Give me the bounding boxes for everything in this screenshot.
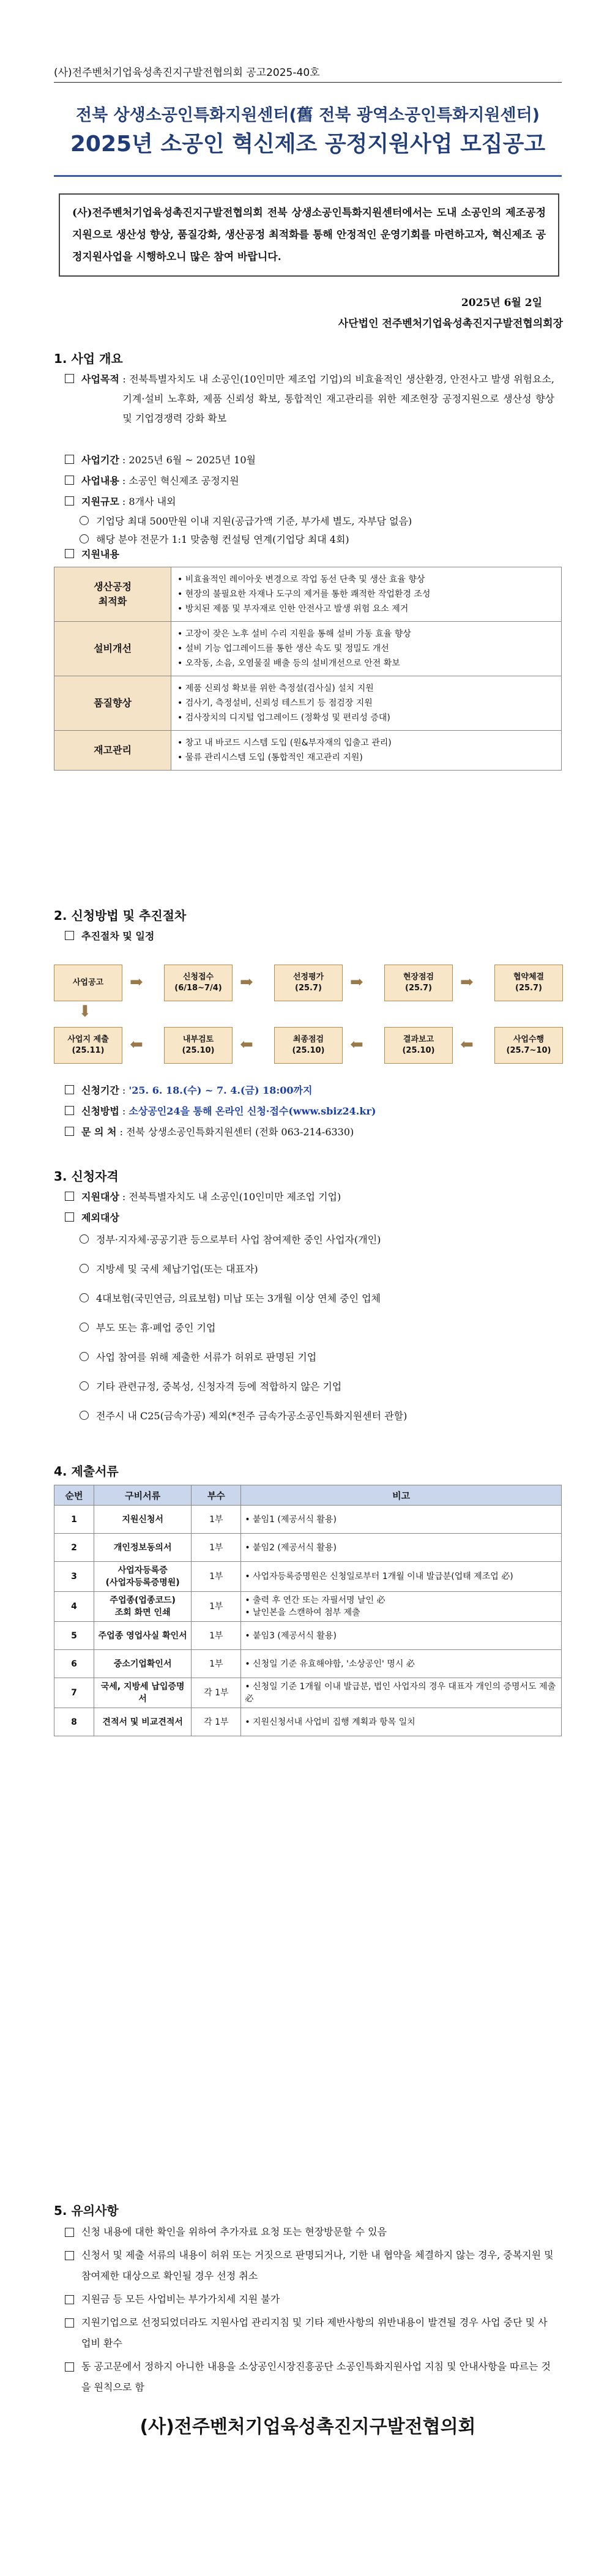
square-bullet-icon [65,2228,74,2237]
section-3-title: 3. 신청자격 [54,1169,119,1184]
apply-period-label: 신청기간 [81,1085,119,1096]
title-divider [54,175,562,177]
intro-box: (사)전주벤처기업육성촉진지구발전협의회 전북 상생소공인특화지원센터에서는 도내 소공인의 제조공정 지원으로 생산성 향상, 품질강화, 생산공정 최적화를 통해 안정적인 운영기회를 마련하고자, 혁신제조 공정지원사업을 시행하오니 많은 참여 바랍니다. [59,193,559,277]
exclude-item [80,1377,557,1397]
purpose-row [65,370,554,428]
doc-note-line: • 지원신청서내 사업비 집행 계획과 항목 일치 [245,1717,415,1727]
doc-number: 2 [54,1534,94,1562]
apply-period-row: 신청기간 : '25. 6. 18.(수) ~ 7. 4.(금) 18:00까지 [65,1081,312,1100]
flow-step-date: (25.7~10) [506,1046,551,1055]
doc-name: 국세, 지방세 납입증명서 [94,1678,192,1708]
flow-step [384,965,453,1001]
table-row [54,1622,562,1650]
doc-quantity: 각 1부 [192,1678,241,1708]
support-item: • 현장의 불필요한 자재나 도구의 제거를 통한 쾌적한 작업환경 조성 [177,589,431,599]
doc-note-line: • 붙임1 (제공서식 활용) [245,1514,337,1525]
doc-note [241,1622,562,1650]
flow-step-name: 현장점검 [403,973,434,982]
note-item [65,2245,554,2287]
footer-org: (사)전주벤처기업육성촉진지구발전협의회 [140,2416,476,2438]
exclude-row [65,1208,119,1228]
doc-note [241,1506,562,1534]
arrow-left-icon: ⬅ [460,1036,474,1054]
flow-step-date: (6/18~7/4) [174,984,222,993]
support-items-cell [171,567,562,622]
flow-step [164,1027,233,1064]
doc-name: 지원신청서 [94,1506,192,1534]
flow-step [494,1027,563,1064]
scale-sub-2-text: 해당 분야 전문가 1:1 맞춤형 컨설팅 연계(기업당 최대 4회) [96,534,349,545]
flow-step-name: 내부검토 [182,1035,214,1044]
process-label: 추진절차 및 일정 [81,930,155,942]
support-category: 재고관리 [54,731,171,771]
scale-sub-1 [80,512,412,531]
support-items-cell [171,622,562,676]
doc-note-line: • 사업자등록증명원은 신청일로부터 1개월 이내 발급분(업태 제조업 必) [245,1572,513,1581]
contact-row [65,1122,354,1142]
apply-method-row: 신청방법 : 소상공인24을 통해 온라인 신청·접수(www.sbiz24.kr) [65,1102,376,1121]
doc-quantity: 1부 [192,1650,241,1678]
table-row [54,1678,562,1708]
flow-step-date: (25.11) [72,1046,105,1055]
support-category: 생산공정 최적화 [54,567,171,622]
square-bullet-icon [65,2362,74,2372]
support-item: • 설비 기능 업그레이드를 통한 생산 속도 및 정밀도 개선 [177,644,389,654]
section-1-title: 1. 사업 개요 [54,351,123,366]
exclude-item [80,1289,557,1309]
arrow-left-icon: ⬅ [130,1036,143,1054]
flow-step [164,965,233,1001]
support-item: • 창고 내 바코드 시스템 도입 (원&부자재의 입출고 관리) [177,738,392,748]
doc-number: 3 [54,1562,94,1592]
flow-step-name: 사업공고 [72,978,104,987]
arrow-right-icon: ➡ [460,973,474,991]
flow-step [274,1027,343,1064]
purpose-text: : 전북특별자치도 내 소공인(10인미만 제조업 기업)의 비효율적인 생산환경, 안전사고 발생 위험요소, 기계·설비 노후화, 제품 신뢰성 확보, 통합적인 재고관리를 위한 제조현장 공정지원으로 생산성 향상 및 기업경쟁력 강화 확보 [122,373,554,424]
doc-number: 5 [54,1622,94,1650]
circle-bullet-icon [80,1352,89,1361]
flow-step-name: 사업수행 [513,1035,545,1044]
table-row [54,1534,562,1562]
doc-quantity: 1부 [192,1534,241,1562]
arrow-left-icon: ⬅ [350,1036,363,1054]
doc-note-line: • 날인본을 스캔하여 첨부 제출 [245,1608,360,1618]
square-bullet-icon [65,931,74,940]
notes-list [65,2222,554,2400]
support-item: • 검사기, 측정설비, 신뢰성 테스트기 등 점검장 지원 [177,698,373,708]
support-items-cell [171,676,562,731]
exclude-item [80,1406,557,1426]
exclude-text: 기타 관련규정, 중복성, 신청자격 등에 적합하지 않은 기업 [96,1381,342,1392]
support-table-row [54,676,562,731]
section-4-title: 4. 제출서류 [54,1464,119,1479]
doc-number: 1 [54,1506,94,1534]
support-category: 설비개선 [54,622,171,676]
doc-note [241,1708,562,1736]
support-table-row [54,731,562,771]
flow-step-name: 협약체결 [513,973,545,982]
square-bullet-icon [65,455,74,464]
flow-step-name: 결과보고 [403,1035,434,1044]
flow-step [274,965,343,1001]
content-label: 사업내용 [81,475,119,487]
arrow-right-icon: ➡ [130,973,143,991]
square-bullet-icon [65,374,74,383]
support-item: • 비효율적인 레이아웃 변경으로 작업 동선 단축 및 생산 효율 향상 [177,575,425,584]
flow-step-name: 신청접수 [182,973,214,982]
note-text: 지원금 등 모든 사업비는 부가가치세 지원 불가 [81,2293,280,2305]
circle-bullet-icon [80,1323,89,1332]
doc-quantity: 1부 [192,1506,241,1534]
doc-number: 6 [54,1650,94,1678]
support-content-table [54,567,562,771]
circle-bullet-icon [80,516,89,525]
support-table-row [54,567,562,622]
exclude-text: 4대보험(국민연금, 의료보험) 미납 또는 3개월 이상 연체 중인 업체 [96,1293,381,1304]
doc-name: 사업자등록증 (사업자등록증명원) [94,1562,192,1592]
contact-text: : 전북 상생소공인특화지원센터 (전화 063-214-6330) [119,1126,354,1138]
target-row [65,1187,341,1207]
doc-number: 4 [54,1592,94,1622]
square-bullet-icon [65,476,74,485]
scale-sub-1-text: 기업당 최대 500만원 이내 지원(공급가액 기준, 부가세 별도, 자부담 없음) [96,515,412,527]
support-item: • 오작동, 소음, 오염물질 배출 등의 설비개선으로 안전 확보 [177,659,400,668]
exclude-item [80,1318,557,1338]
circle-bullet-icon [80,1293,89,1302]
flow-step-date: (25.7) [515,984,542,993]
title-block [54,103,562,160]
table-row [54,1592,562,1622]
doc-name: 주업종 영업사실 확인서 [94,1622,192,1650]
flow-step [384,1027,453,1064]
doc-name: 주업종(업종코드) 조회 화면 인쇄 [94,1592,192,1622]
center-name: 전북 상생소공인특화지원센터(舊 전북 광역소공인특화지원센터) [75,106,540,125]
support-label: 지원내용 [81,548,119,560]
note-item [65,2356,554,2398]
exclude-text: 지방세 및 국세 체납기업(또는 대표자) [96,1263,258,1275]
doc-note [241,1562,562,1592]
support-category: 품질향상 [54,676,171,731]
content-row [65,471,239,491]
apply-period-text: '25. 6. 18.(수) ~ 7. 4.(금) 18:00까지 [128,1085,313,1096]
scale-row [65,492,176,512]
doc-number: 8 [54,1708,94,1736]
note-text: 동 공고문에서 정하지 아니한 내용을 소상공인시장진흥공단 소공인특화지원사업 지침 및 안내사항을 따르는 것을 원칙으로 함 [81,2361,551,2393]
doc-quantity: 1부 [192,1622,241,1650]
doc-note-line: • 붙임3 (제공서식 활용) [245,1630,337,1641]
square-bullet-icon [65,496,74,506]
doc-note [241,1534,562,1562]
purpose-label: 사업목적 [81,373,119,385]
table-row [54,1650,562,1678]
flow-step-date: (25.7) [405,984,432,993]
target-label: 지원대상 [81,1191,119,1203]
exclude-item [80,1230,557,1250]
table-header: 순번 [54,1485,94,1506]
support-row [65,545,119,564]
contact-label: 문 의 처 [81,1126,117,1138]
doc-name: 중소기업확인서 [94,1650,192,1678]
circle-bullet-icon [80,1381,89,1391]
note-text: 신청서 및 제출 서류의 내용이 허위 또는 거짓으로 판명되거나, 기한 내 협약을 체결하지 않는 경우, 중복지원 및 참여제한 대상으로 확인될 경우 선정 취소 [81,2249,554,2282]
doc-number: 7 [54,1678,94,1708]
exclude-label: 제외대상 [81,1212,119,1223]
scale-label: 지원규모 [81,496,119,507]
exclude-text: 사업 참여를 위해 제출한 서류가 허위로 판명된 기업 [96,1351,317,1363]
square-bullet-icon [65,549,74,558]
note-text: 지원기업으로 선정되었더라도 지원사업 관리지침 및 기타 제반사항의 위반내용이 발견될 경우 사업 중단 및 사업비 환수 [81,2317,548,2349]
support-item: • 검사장치의 디지털 업그레이드 (정확성 및 편리성 증대) [177,713,390,723]
support-item: • 물류 관리시스템 도입 (통합적인 재고관리 지원) [177,753,363,763]
doc-note [241,1650,562,1678]
doc-note [241,1678,562,1708]
exclude-item [80,1348,557,1367]
section-2-title: 2. 신청방법 및 추진절차 [54,908,187,923]
doc-quantity: 각 1부 [192,1708,241,1736]
period-text: : 2025년 6월 ~ 2025년 10월 [122,454,256,466]
flow-step-date: (25.10) [182,1046,215,1055]
support-table-row [54,622,562,676]
square-bullet-icon [65,1212,74,1222]
exclude-list [80,1230,557,1436]
content-text: : 소공인 혁신제조 공정지원 [122,475,239,487]
flow-step-name: 사업지 제출 [67,1035,109,1044]
doc-quantity: 1부 [192,1592,241,1622]
table-row [54,1506,562,1534]
note-text: 신청 내용에 대한 확인을 위하여 추가자료 요청 또는 현장방문할 수 있음 [81,2226,387,2238]
apply-method-text: 소상공인24을 통해 온라인 신청·접수(www.sbiz24.kr) [128,1105,376,1117]
period-label: 사업기간 [81,454,119,466]
announce-date: 2025년 6월 2일 [461,297,542,309]
flow-step [54,1027,122,1064]
scale-text: : 8개사 내외 [122,496,176,507]
page-title: 2025년 소공인 혁신제조 공정지원사업 모집공고 [70,132,546,157]
support-item: • 제품 신뢰성 확보를 위한 측정설(검사실) 설치 지원 [177,684,374,693]
doc-note-line: • 출력 후 연간 또는 자필서명 날인 必 [245,1596,385,1605]
arrow-right-icon: ➡ [350,973,363,991]
circle-bullet-icon [80,1264,89,1273]
doc-note-line: • 신청일 기준 유효해야함, '소상공인' 명시 必 [245,1659,415,1669]
doc-name: 개인정보동의서 [94,1534,192,1562]
documents-table [54,1485,562,1736]
square-bullet-icon [65,2295,74,2304]
section-5-title: 5. 유의사항 [54,2203,119,2218]
exclude-text: 정부·지자체·공공기관 등으로부터 사업 참여제한 중인 사업자(개인) [96,1234,381,1245]
process-row [65,927,154,946]
doc-name: 견적서 및 비교견적서 [94,1708,192,1736]
flow-step [494,965,563,1001]
square-bullet-icon [65,1106,74,1115]
target-text: : 전북특별자치도 내 소공인(10인미만 제조업 기업) [122,1191,341,1203]
arrow-down-icon: ⬇ [78,1002,92,1021]
doc-note-line: • 붙임2 (제공서식 활용) [245,1542,337,1553]
note-item [65,2312,554,2354]
support-items-cell [171,731,562,771]
table-header: 구비서류 [94,1485,192,1506]
doc-note-line: • 신청일 기준 1개월 이내 발급분, 법인 사업자의 경우 대표자 개인의 증명서도 제출 必 [245,1682,556,1704]
square-bullet-icon [65,2318,74,2328]
flow-step-name: 선정평가 [292,973,324,982]
circle-bullet-icon [80,1234,89,1244]
square-bullet-icon [65,1127,74,1136]
exclude-item [80,1260,557,1279]
process-flow [54,958,562,1075]
issuer-name: 사단법인 전주벤처기업육성촉진지구발전협의회장 [338,318,563,330]
doc-note [241,1592,562,1622]
square-bullet-icon [65,2251,74,2260]
table-row [54,1708,562,1736]
flow-step [54,965,122,1001]
support-item: • 고장이 잦은 노후 설비 수리 지원을 통해 설비 가동 효율 향상 [177,629,411,639]
table-header: 부수 [192,1485,241,1506]
apply-method-label: 신청방법 [81,1105,119,1117]
square-bullet-icon [65,1085,74,1094]
table-header: 비고 [241,1485,562,1506]
flow-step-date: (25.10) [402,1046,435,1055]
exclude-text: 전주시 내 C25(금속가공) 제외(*전주 금속가공소공인특화지원센터 관할) [96,1410,408,1422]
flow-step-date: (25.7) [295,984,322,993]
note-item [65,2289,554,2310]
circle-bullet-icon [80,1411,89,1420]
doc-quantity: 1부 [192,1562,241,1592]
arrow-left-icon: ⬅ [240,1036,253,1054]
circle-bullet-icon [80,534,89,543]
square-bullet-icon [65,1192,74,1201]
note-item [65,2222,554,2242]
notice-number: (사)전주벤처기업육성촉진지구발전협의회 공고2025-40호 [54,67,320,79]
scale-sub-2 [80,530,349,550]
support-item: • 방치된 제품 및 부자재로 인한 안전사고 발생 위험 요소 제거 [177,604,409,614]
exclude-text: 부도 또는 휴·폐업 중인 기업 [96,1322,216,1334]
flow-step-date: (25.10) [292,1046,325,1055]
table-row [54,1562,562,1592]
flow-step-name: 최종점검 [292,1035,324,1044]
arrow-right-icon: ➡ [240,973,253,991]
period-row [65,450,256,470]
notice-divider [54,82,562,83]
